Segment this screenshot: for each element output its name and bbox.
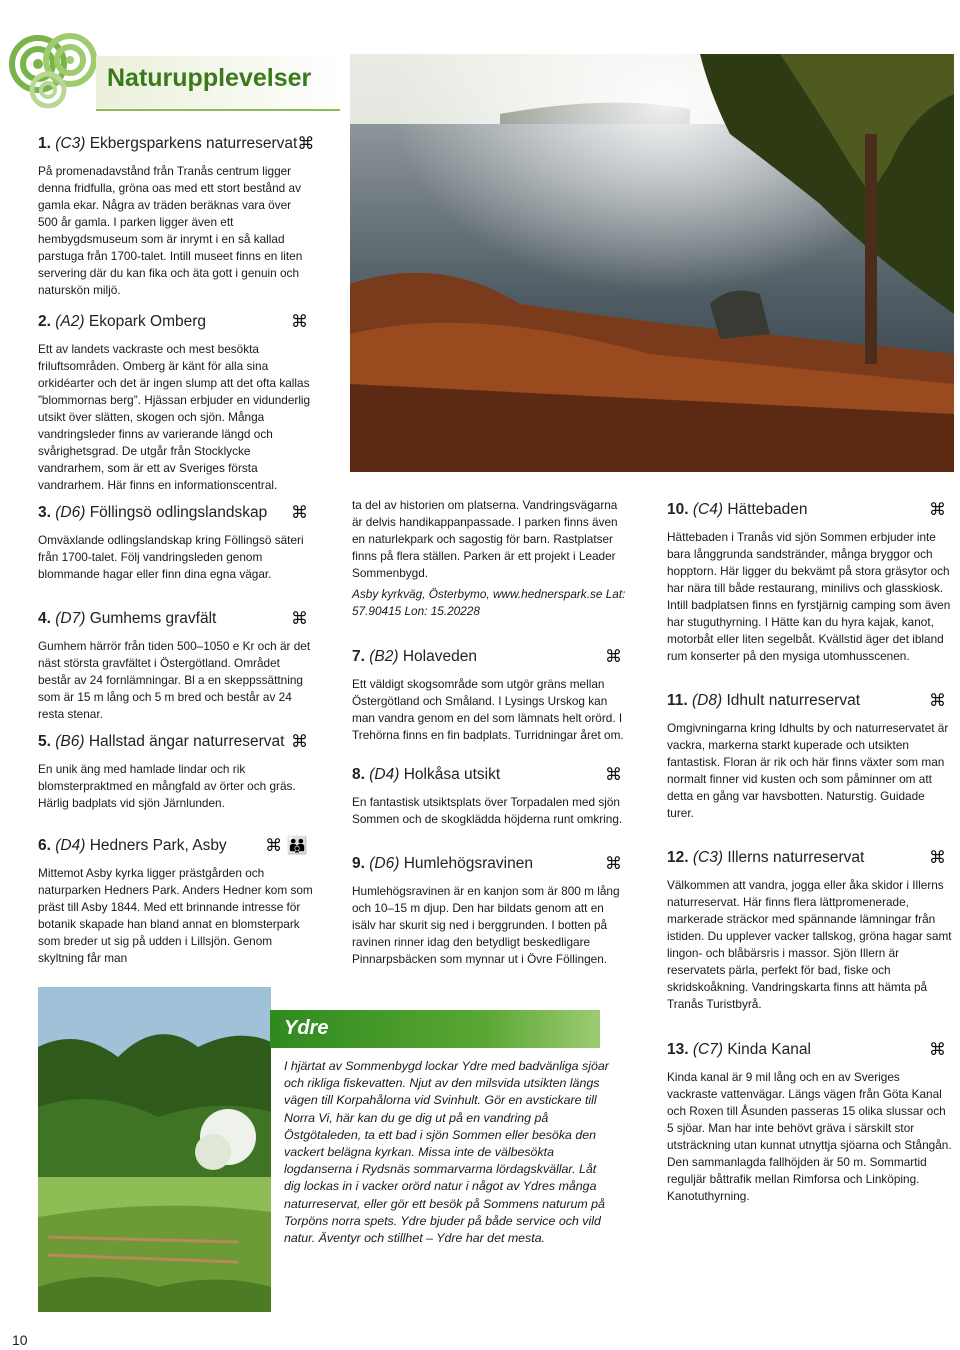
section-heading [38,134,314,154]
section-12 [667,848,952,1013]
section-text: Humlehögsravinen är en kanjon som är 800 m lång och 10–15 m djup. Den har bildats genom att en isälv har skurit sig ned i berggrunden. I botten på ravinen rinner idag den betydligt beskedligare Pinnarpsbäcken som mynnar ut i Övre Föllingen. [352,884,620,966]
place-of-interest-icon: ⌘ [291,609,308,628]
section-title: Hallstad ängar naturreservat [88,733,285,750]
section-text: På promenadavstånd från Tranås centrum ligger denna fridfulla, gröna oas med ett stort bestånd av gamla ekar. Några av träden beräknas vara över 500 år gamla. I parken ligger även ett hembygdsmuseum som är inrymt i en så kallad parstuga från 1700-talet. Intill museet finns en liten servering där du kan fika och äta gott i genuin och naturskön miljö. [38,164,303,297]
place-of-interest-icon: ⌘ [265,836,283,855]
map-code: (D4) [369,766,400,783]
section-text: Ett av landets vackraste och mest besökta friluftsområden. Omberg är känt för alla sina orkidéarter och det är ingen slump att det ofta kallas ”blommornas berg”. Hjässan erbjuder en vidunderlig utsikt över slätten, skogen och sjön. Många vandringsleder finns av varierande längd och svårighetsgrad. De utgår från Stocklycke vandrarhem, som är ett av Sveriges första vandrarhem. Här finns en informationscentral. [38,342,311,492]
ydre-title: Ydre [284,1017,329,1039]
section-heading [38,732,314,752]
place-of-interest-icon: ⌘ [929,1040,946,1059]
map-code: (D4) [55,837,86,854]
section-number: 2. [38,313,51,330]
section-heading [38,503,314,523]
section-title: Föllingsö odlingslandskap [89,504,268,521]
place-of-interest-icon: ⌘ [929,691,946,710]
section-title: Idhult naturreservat [726,692,861,709]
place-of-interest-icon: ⌘ [297,134,315,153]
section-heading [38,836,314,856]
family-icon: 👪 [286,836,308,855]
map-code: (D8) [692,692,723,709]
section-heading [667,848,952,868]
page-title: Naturupplevelser [107,64,312,92]
ydre-text: I hjärtat av Sommenbygd lockar Ydre med badvänliga sjöar och rikliga fiskevatten. Njut av den milsvida utsikten längs vägen till Korpahålorna vid Svinhult. Gör en avstickare till Norra Vi, här kan du ge dig ut på en vandring på Östgötaleden, ta ett bad i sjön Sommen eller besöka den vackert belägna kyrkan. Missa inte de välbesökta logdanserna i Rydsnäs sommarvarma lördagskvällar. Låt dig lockas in i vacker orörd natur i något av Ydres många naturreservat, eller gör ett besök på Sommens naturum på Torpöns norra spets. Ydre bjuder på både service och vild natur. Äventyr och stillhet – Ydre har det mesta. [284,1059,609,1246]
section-heading [352,765,628,785]
section-text: En fantastisk utsiktsplats över Torpadalen med sjön Sommen och de skogklädda höjderna runt omkring. [352,795,623,826]
section-text: Ett väldigt skogsområde som utgör gräns mellan Östergötland och Småland. I Lysings Urskog kan man vandra genom en del som lämnats helt orörd. I Trehörna finns en fin badplats. Turridningar året om. [352,677,624,742]
map-code: (D6) [369,855,400,872]
section-4 [38,609,314,723]
map-code: (C3) [55,135,86,152]
section-title: Ekbergsparkens naturreservat [89,135,298,152]
map-code: (B6) [55,733,85,750]
section-text: Kinda kanal är 9 mil lång och en av Sveriges vackraste vattenvägar. Längs vägen från Göta Kanal och Roxen till Åsunden passeras 15 olika slussar och 5 sjöar. Man har inte behövt gräva i särskilt stor utsträckning utan kunnat utnyttja sjöarna och Stångån. Den sammanlagda fallhöjden är 50 m. Sommartid reguljär båttrafik mellan Rimforsa och Linköping. Kanotuthyrning. [667,1070,952,1203]
section-number: 4. [38,610,51,627]
map-code: (D6) [55,504,86,521]
section-number: 5. [38,733,51,750]
section-heading [352,854,628,874]
section-10 [667,500,952,665]
section-text: Omväxlande odlingslandskap kring Föllingsö säteri från 1700-talet. Följ vandringsleden genom blommande hagar eller finn dina egna vägar. [38,533,304,581]
section-number: 10. [667,501,689,518]
section-title: Hedners Park, Asby [89,837,227,854]
section-title: Illerns naturreservat [727,849,865,866]
section-9 [352,854,628,968]
section-heading [352,647,628,667]
section-heading [667,1040,952,1060]
section-heading [38,609,314,629]
section-text: Omgivningarna kring Idhults by och naturreservatet är vackra, markerna starkt kuperade och utsikten fantastisk. Floran är rik och här finns växter som man normalt finner vid kusten och som påminner om att detta en gång var havsbotten. Naturstig. Guidade turer. [667,721,949,820]
section-heading [38,312,314,332]
section-number: 8. [352,766,365,783]
section-13 [667,1040,952,1205]
section-2 [38,312,314,494]
section-number: 13. [667,1041,689,1058]
section-heading [667,500,952,520]
place-of-interest-icon: ⌘ [605,647,622,666]
section-11 [667,691,952,822]
place-of-interest-icon: ⌘ [605,765,622,784]
section-number: 12. [667,849,689,866]
section-8 [352,765,628,828]
section-title: Ekopark Omberg [88,313,207,330]
section-number: 3. [38,504,51,521]
map-code: (D7) [55,610,86,627]
place-of-interest-icon: ⌘ [605,854,622,873]
page-number: 10 [12,1332,28,1348]
map-code: (C4) [692,501,724,518]
meadow-photo [38,987,271,1312]
map-code: (B2) [369,648,399,665]
map-code: (C7) [692,1041,724,1058]
place-of-interest-icon: ⌘ [291,312,308,331]
place-of-interest-icon: ⌘ [929,848,946,867]
section-number: 9. [352,855,365,872]
section-6-continued [352,497,628,620]
place-of-interest-icon: ⌘ [929,500,946,519]
map-code: (A2) [55,313,85,330]
section-title: Gumhems gravfält [89,610,217,627]
address-coordinates: Asby kyrkväg, Österbymo, www.hednerspark.se Lat: 57.90415 Lon: 15.20228 [352,587,626,618]
section-7 [352,647,628,744]
section-number: 11. [667,692,688,709]
section-6 [38,836,314,967]
section-1 [38,134,314,299]
lake-shore-photo [350,54,954,472]
section-heading [667,691,952,711]
title-rule [96,109,340,111]
section-number: 6. [38,837,51,854]
section-text: Mittemot Asby kyrka ligger prästgården och naturparken Hedners Park. Anders Hedner kom som präst till Asby 1844. Med ett brinnande intresse för botanik skapade han bland annat en blomsterpark som breder ut sig på udden i Lillsjön. Genom skyltning får man [38,866,313,965]
section-3 [38,503,314,583]
section-title: Hättebaden [727,501,808,518]
section-text: Välkommen att vandra, jogga eller åka skidor i Illerns naturreservat. Här finns flera lättpromenerade, markerade sträckor med spännande lämningar från istiden. Du upplever vacker tallskog, gröna hagar samt lingon- och blåbärsris i massor. Sjön Illern är reservatets pärla, perfekt för bad, fiske och skridskoåkning. Vandringskarta finns att hämta på Tranås Turistbyrå. [667,878,952,1011]
place-of-interest-icon: ⌘ [291,503,308,522]
section-5 [38,732,314,812]
section-text: Hättebaden i Tranås vid sjön Sommen erbjuder inte bara långgrunda sandstränder, många bryggor och hopptorn. Här ligger du bekvämt på stora gräsytor och har nära till både restaurang, minilivs och glasskiosk. Intill badplatsen finns en fyrstjärnig camping som även har stuguthyrning. I Hätte kan du hyra kajak, kanot, motorbåt eller liten segelbåt. Kvällstid äger det ibland rum konserter på den mysiga utomhusscenen. [667,530,951,663]
section-text: En unik äng med hamlade lindar och rik blomsterpraktmed en mångfald av örter och gräs. Härlig badplats vid sjön Järnlunden. [38,762,296,810]
map-code: (C3) [692,849,724,866]
section-title: Holaveden [402,648,477,665]
section-title: Holkåsa utsikt [403,766,501,783]
section-number: 1. [38,135,51,152]
section-number: 7. [352,648,365,665]
place-of-interest-icon: ⌘ [291,732,308,751]
section-title: Humlehögsravinen [403,855,533,872]
section-text: Gumhem härrör från tiden 500–1050 e Kr och är det näst största gravfältet i Östergötland. Området består av 24 fornlämningar. Bl a en skeppssättning som är 15 m lång och 5 m bred och består av 24 resta stenar. [38,639,311,721]
section-text: ta del av historien om platserna. Vandringsvägarna är delvis handikappanpassade. I parken finns även en naturlekpark och sagostig för barn. Rastplatser finns på flera ställen. Parken är ett projekt i Leader Sommenbygd. [352,498,618,580]
section-title: Kinda Kanal [727,1041,811,1058]
brand-logo [8,20,100,112]
